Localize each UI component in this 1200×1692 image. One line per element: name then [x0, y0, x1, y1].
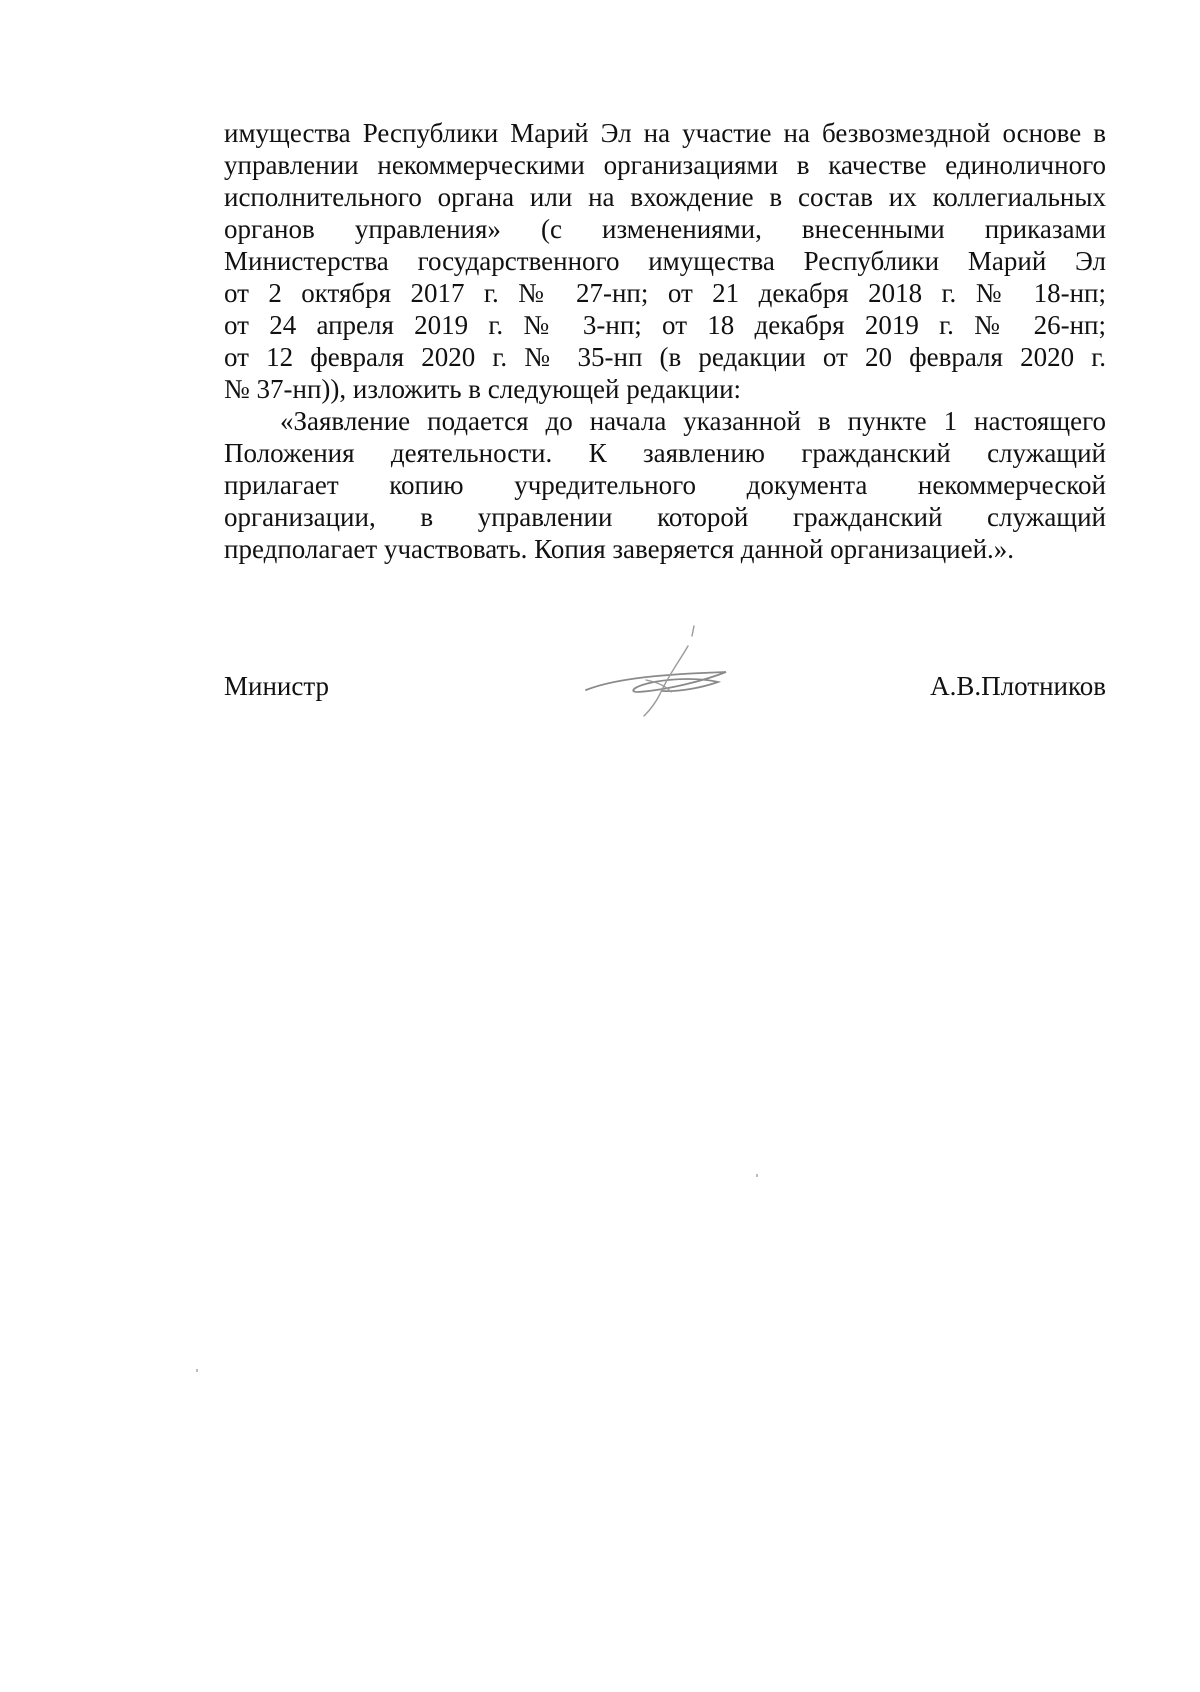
- text-line: имущества Республики Марий Эл на участие на безвозмездной основе в: [224, 118, 1106, 148]
- text-line: органов управления» (с изменениями, внесенными приказами: [224, 214, 1106, 244]
- text-line: от 2 октября 2017 г. № 27-нп; от 21 декабря 2018 г. № 18-нп;: [224, 278, 1106, 308]
- text-line: Министерства государственного имущества Республики Марий Эл: [224, 246, 1106, 276]
- signature-block: [224, 670, 1106, 710]
- text-line: от 24 апреля 2019 г. № 3-нп; от 18 декабря 2019 г. № 26-нп;: [224, 310, 1106, 340]
- signatory-name: А.В.Плотников: [930, 671, 1106, 701]
- text-line: № 37-нп)), изложить в следующей редакции:: [224, 374, 742, 404]
- document-body: [224, 117, 1106, 565]
- text-line: Положения деятельности. К заявлению гражданский служащий: [224, 438, 1106, 468]
- text-line: исполнительного органа или на вхождение в состав их коллегиальных: [224, 182, 1106, 212]
- text-line: управлении некоммерческими организациями в качестве единоличного: [224, 150, 1106, 180]
- text-line: от 12 февраля 2020 г. № 35-нп (в редакции от 20 февраля 2020 г.: [224, 342, 1106, 372]
- text-line: «Заявление подается до начала указанной в пункте 1 настоящего: [280, 406, 1106, 436]
- text-line: прилагает копию учредительного документа некоммерческой: [224, 470, 1106, 500]
- scan-speck: [196, 1369, 198, 1372]
- scan-speck: [756, 1174, 758, 1177]
- text-line: предполагает участвовать. Копия заверяется данной организацией.».: [224, 534, 1015, 564]
- text-line: организации, в управлении которой гражданский служащий: [224, 502, 1106, 532]
- signatory-title: Министр: [224, 671, 329, 701]
